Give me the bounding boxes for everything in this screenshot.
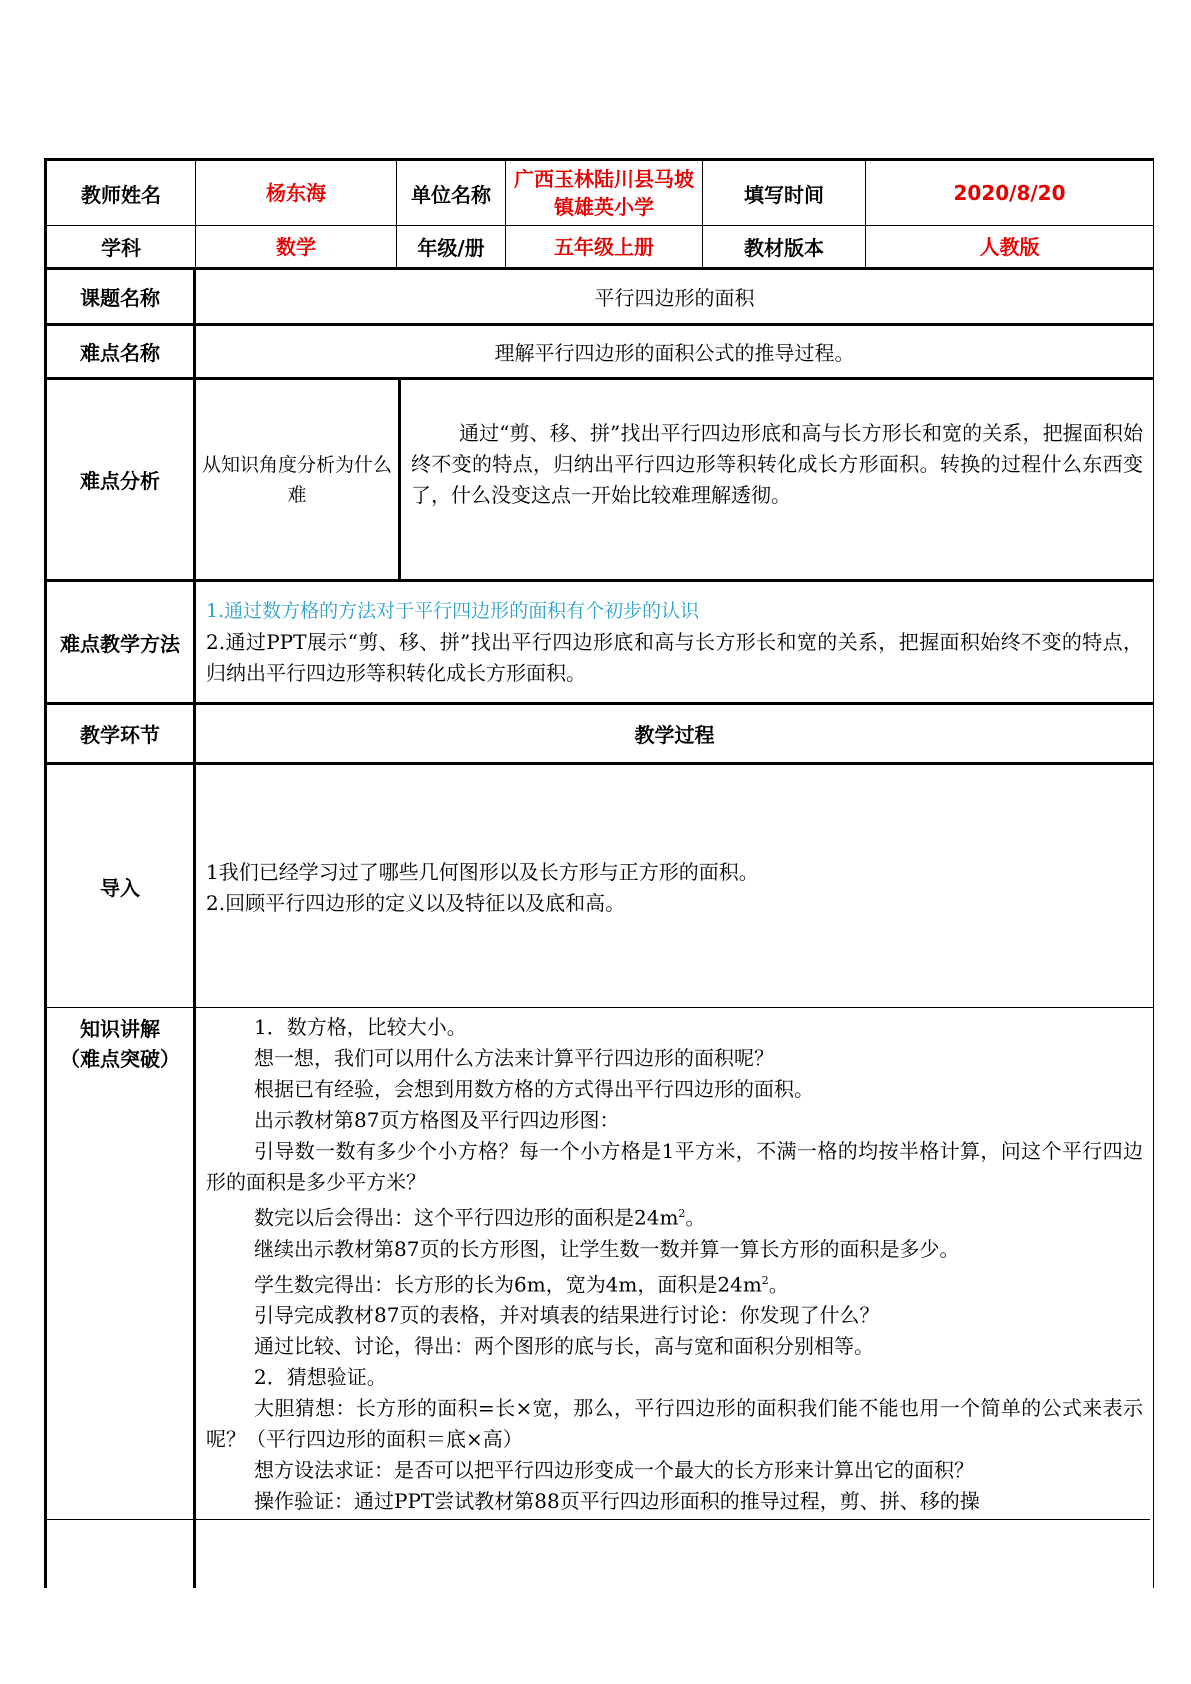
difficulty-label: 难点名称 (47, 326, 196, 377)
knowledge-p1: 1．数方格，比较大小。 (254, 1015, 467, 1039)
knowledge-p2: 想一想，我们可以用什么方法来计算平行四边形的面积呢？ (254, 1046, 774, 1070)
superscript: 2 (761, 1273, 769, 1287)
knowledge-p8-end: 。 (768, 1272, 789, 1297)
knowledge-p6-text: 数完以后会得出：这个平行四边形的面积是24m (254, 1205, 679, 1230)
knowledge-p8-text: 学生数完得出：长方形的长为6m，宽为4m，面积是24m (254, 1272, 762, 1297)
subject-label: 学科 (47, 226, 196, 267)
method-line-1: 1.通过数方格的方法对于平行四边形的面积有个初步的认识 (206, 600, 700, 622)
analysis-text: 通过“剪、移、拼”找出平行四边形底和高与长方形长和宽的关系，把握面积始终不变的特点，归纳出平行四边形等积转化成长方形面积。转换的过程什么东西变了，什么没变这点一开始比较难理解透彻。 (411, 421, 1143, 507)
subject-value: 数学 (196, 226, 397, 267)
knowledge-p5: 引导数一数有多少个小方格？每一个小方格是1平方米，不满一格的均按半格计算，问这个平行四边形的面积是多少平方米？ (206, 1139, 1143, 1194)
grade-value: 五年级上册 (506, 226, 703, 267)
topic-row (47, 270, 1153, 326)
superscript: 2 (678, 1207, 686, 1220)
grade-label: 年级/册 (397, 226, 506, 267)
topic-label: 课题名称 (47, 270, 196, 323)
analysis-row (47, 380, 1153, 582)
knowledge-row (47, 1008, 1153, 1588)
intro-line-2: 2.回顾平行四边形的定义以及特征以及底和高。 (206, 891, 626, 915)
difficulty-row (47, 326, 1153, 380)
knowledge-sub-label: （难点突破） (60, 1047, 180, 1071)
teacher-name: 杨东海 (196, 161, 397, 225)
knowledge-label: 知识讲解 (80, 1017, 160, 1041)
knowledge-p10: 通过比较、讨论，得出：两个图形的底与长，高与宽和面积分别相等。 (254, 1334, 874, 1359)
teacher-label: 教师姓名 (47, 161, 196, 225)
knowledge-p13: 想方设法求证：是否可以把平行四边形变成一个最大的长方形来计算出它的面积？ (254, 1458, 974, 1483)
knowledge-p8 (206, 1265, 1143, 1301)
method-text-cell (196, 582, 1153, 702)
topic-value: 平行四边形的面积 (594, 286, 755, 310)
process-step-label: 教学环节 (47, 705, 196, 762)
knowledge-p6-end: 。 (685, 1205, 706, 1230)
knowledge-p14: 操作验证：通过PPT尝试教材第88页平行四边形面积的推导过程，剪、拼、移的操 (254, 1489, 980, 1514)
knowledge-p6 (206, 1198, 1143, 1234)
analysis-text-cell (401, 380, 1153, 579)
knowledge-p4: 出示教材第87页方格图及平行四边形图： (254, 1108, 620, 1132)
process-value: 教学过程 (634, 723, 715, 747)
unit-label: 单位名称 (397, 161, 506, 225)
date-label: 填写时间 (703, 161, 866, 225)
knowledge-text-cell (196, 1008, 1153, 1588)
edition-label: 教材版本 (703, 226, 866, 267)
lesson-plan-table (44, 158, 1154, 1588)
table-bottom-border (44, 1519, 1150, 1520)
analysis-label: 难点分析 (47, 380, 196, 579)
knowledge-p12: 大胆猜想：长方形的面积=长×宽，那么，平行四边形的面积我们能不能也用一个简单的公式来表示呢？（平行四边形的面积＝底×高） (206, 1396, 1143, 1452)
knowledge-label-cell (47, 1008, 196, 1588)
method-line-2: 2.通过PPT展示“剪、移、拼”找出平行四边形底和高与长方形长和宽的关系，把握面积始终不变的特点，归纳出平行四边形等积转化成长方形面积。 (206, 630, 1143, 685)
knowledge-p7: 继续出示教材第87页的长方形图，让学生数一数并算一算长方形的面积是多少。 (254, 1236, 960, 1261)
analysis-sub-label: 从知识角度分析为什么难 (196, 380, 401, 579)
method-label: 难点教学方法 (47, 582, 196, 702)
knowledge-p3: 根据已有经验，会想到用数方格的方式得出平行四边形的面积。 (254, 1077, 814, 1101)
date-value: 2020/8/20 (953, 181, 1066, 205)
intro-label: 导入 (47, 765, 196, 1007)
knowledge-p9: 引导完成教材87页的表格，并对填表的结果进行讨论：你发现了什么？ (254, 1303, 880, 1328)
difficulty-value: 理解平行四边形的面积公式的推导过程。 (494, 341, 855, 365)
intro-row (47, 765, 1153, 1008)
intro-line-1: 1我们已经学习过了哪些几何图形以及长方形与正方形的面积。 (206, 860, 759, 884)
header-row-2 (47, 226, 1153, 270)
header-row-1 (47, 161, 1153, 226)
knowledge-p11: 2．猜想验证。 (254, 1365, 387, 1390)
method-row (47, 582, 1153, 705)
intro-text-cell (196, 765, 1153, 1007)
edition-value: 人教版 (979, 234, 1040, 259)
unit-name: 广西玉林陆川县马坡镇雄英小学 (506, 161, 703, 225)
process-header-row (47, 705, 1153, 765)
